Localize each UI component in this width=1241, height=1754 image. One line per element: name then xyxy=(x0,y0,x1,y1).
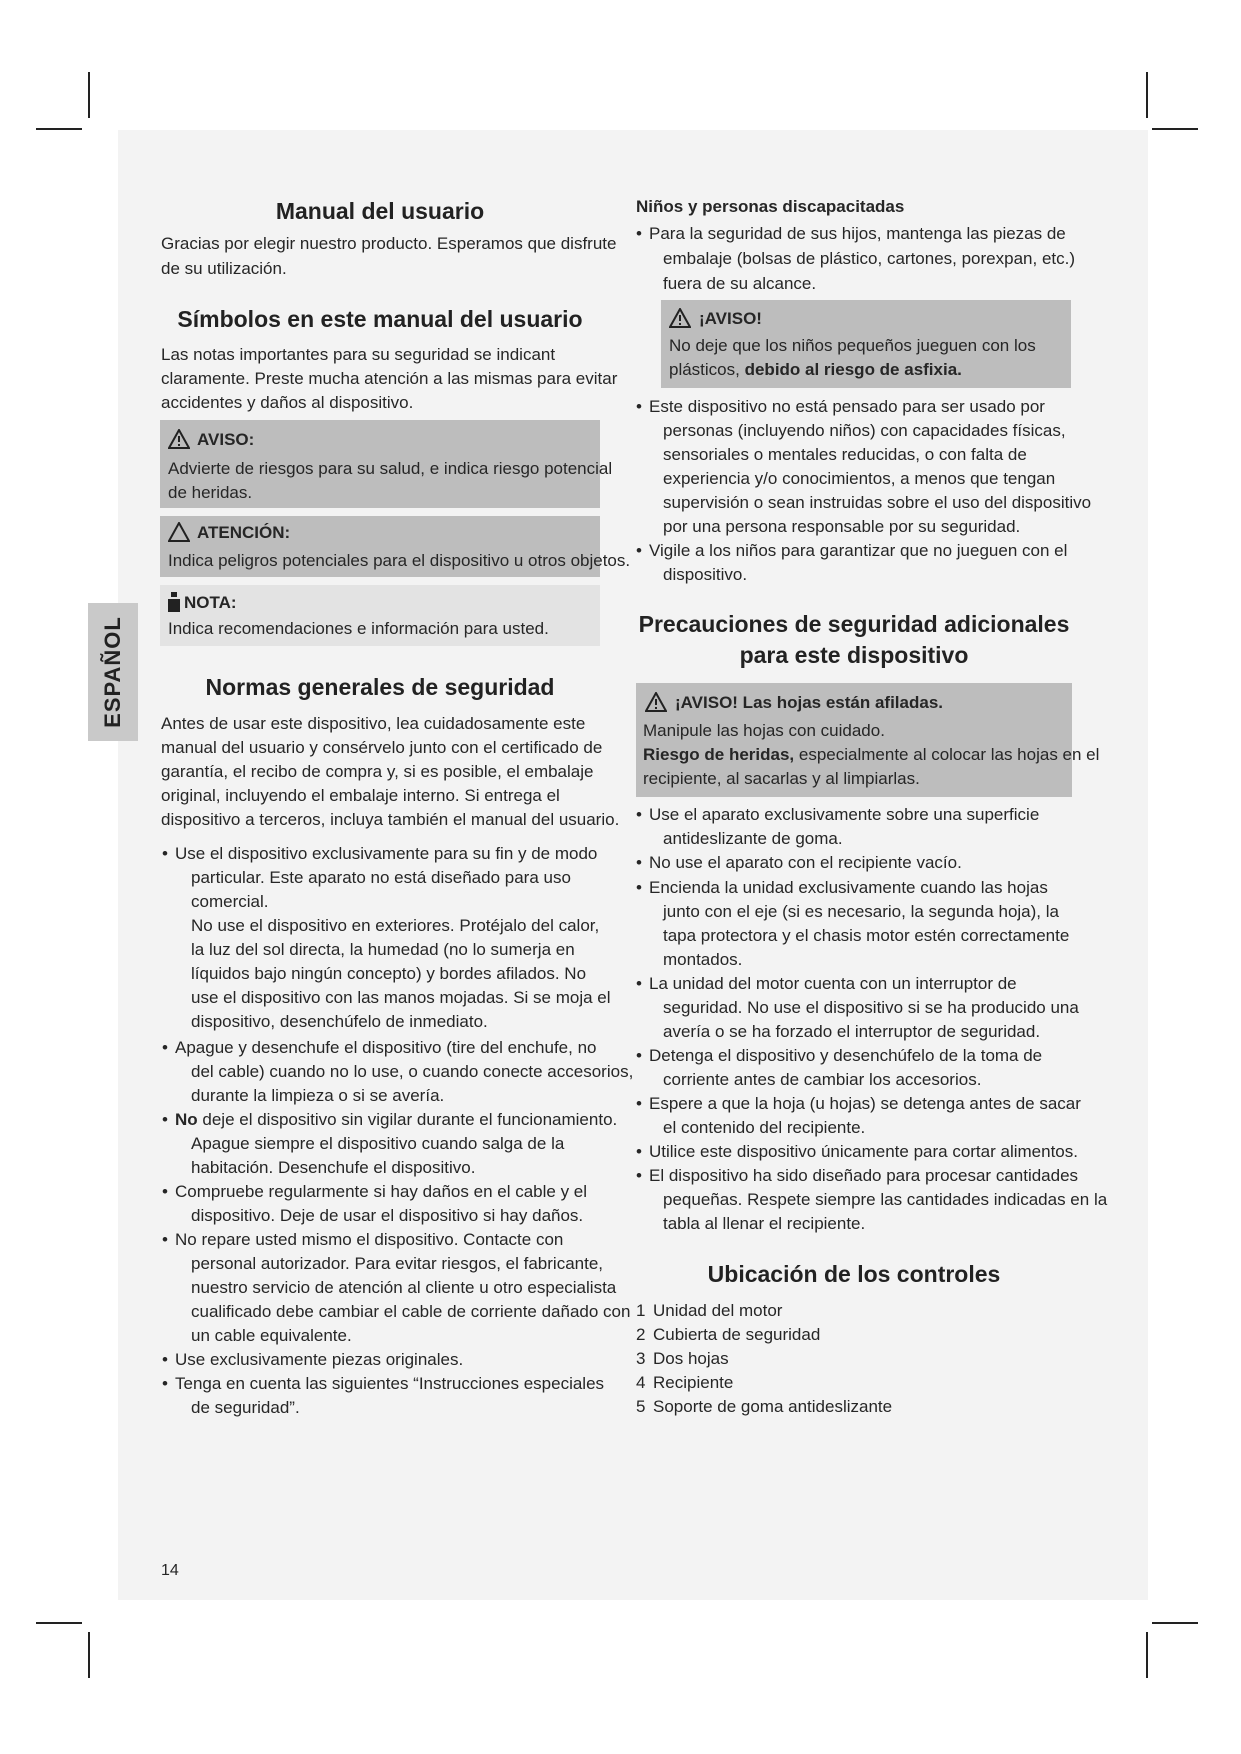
warning-icon xyxy=(669,308,691,328)
bullet-line: sensoriales o mentales reducidas, o con falta de xyxy=(663,445,1027,464)
bullet-line: un cable equivalente. xyxy=(191,1326,352,1345)
control-number: 5 xyxy=(636,1397,646,1416)
control-label: Unidad del motor xyxy=(653,1301,783,1320)
bullet-line: Use el aparato exclusivamente sobre una superficie xyxy=(649,805,1040,824)
hojas-line-bold: Riesgo de heridas, xyxy=(643,745,795,764)
normas-heading: Normas generales de seguridad xyxy=(205,674,555,700)
aviso-line: de heridas. xyxy=(168,483,253,502)
bullet-line: supervisión o sean instruidas sobre el uso del dispositivo xyxy=(663,493,1092,512)
bullet-line: fuera de su alcance. xyxy=(663,274,817,293)
bullet-line: el contenido del recipiente. xyxy=(663,1118,866,1137)
warning-icon xyxy=(168,429,190,449)
bullet-line: Espere a que la hoja (u hojas) se detenga antes de sacar xyxy=(649,1094,1081,1113)
bullet-dot: • xyxy=(636,1142,642,1161)
aviso-ninos-line: No deje que los niños pequeños jueguen con los xyxy=(669,336,1036,355)
control-number: 4 xyxy=(636,1373,646,1392)
aviso-ninos-line xyxy=(669,359,962,381)
bullet-dot: • xyxy=(162,1110,168,1129)
bullet-line: Encienda la unidad exclusivamente cuando las hojas xyxy=(649,878,1048,897)
ninos-heading: Niños y personas discapacitadas xyxy=(636,197,905,216)
nota-label: NOTA: xyxy=(184,593,237,612)
precauciones-heading: para este dispositivo xyxy=(739,642,969,668)
hojas-line xyxy=(643,744,1099,766)
bullet-line: Use el dispositivo exclusivamente para su fin y de modo xyxy=(175,844,598,863)
normas-line: Antes de usar este dispositivo, lea cuidadosamente este xyxy=(161,714,586,733)
bullet-dot: • xyxy=(636,878,642,897)
bullet-line: personal autorizador. Para evitar riesgos, el fabricante, xyxy=(191,1254,604,1273)
bold-no: No xyxy=(175,1110,198,1129)
bullet-line: dispositivo, desenchúfelo de inmediato. xyxy=(191,1012,488,1031)
warning-icon xyxy=(645,692,667,712)
bullet-line: Tenga en cuenta las siguientes “Instrucciones especiales xyxy=(175,1374,605,1393)
bullet-line: líquidos bajo ningún concepto) y bordes afilados. No xyxy=(191,964,587,983)
control-label: Recipiente xyxy=(653,1373,734,1392)
controles-heading: Ubicación de los controles xyxy=(707,1261,1001,1287)
bullet-line: Este dispositivo no está pensado para ser usado por xyxy=(649,397,1045,416)
control-number: 2 xyxy=(636,1325,646,1344)
bullet-line: Vigile a los niños para garantizar que no jueguen con el xyxy=(649,541,1068,560)
bullet-line: la luz del sol directa, la humedad (no lo sumerja en xyxy=(191,940,575,959)
aviso-line: Advierte de riesgos para su salud, e indica riesgo potencial xyxy=(168,459,613,478)
caution-icon xyxy=(168,522,190,542)
hojas-line: Manipule las hojas con cuidado. xyxy=(643,721,885,740)
control-label: Cubierta de seguridad xyxy=(653,1325,821,1344)
bullet-line: particular. Este aparato no está diseñado para uso xyxy=(191,868,571,887)
control-number: 3 xyxy=(636,1349,646,1368)
normas-line: original, incluyendo el embalaje interno. Si entrega el xyxy=(161,786,560,805)
bullet-line: Apague y desenchufe el dispositivo (tire del enchufe, no xyxy=(175,1038,597,1057)
bullet-dot: • xyxy=(636,541,642,560)
crop-mark-top-left xyxy=(88,72,90,118)
bullet-dot: • xyxy=(162,1182,168,1201)
bullet-dot: • xyxy=(162,844,168,863)
symbols-line: accidentes y daños al dispositivo. xyxy=(161,393,414,412)
bullet-line: del cable) cuando no lo use, o cuando conecte accesorios, xyxy=(191,1062,634,1081)
bullet-line: experiencia y/o conocimientos, a menos que tengan xyxy=(663,469,1056,488)
bullet-line: por una persona responsable por su seguridad. xyxy=(663,517,1021,536)
symbols-heading: Símbolos en este manual del usuario xyxy=(177,306,583,332)
atencion-label: ATENCIÓN: xyxy=(197,523,291,542)
bullet-line: Utilice este dispositivo únicamente para cortar alimentos. xyxy=(649,1142,1078,1161)
bullet-line: cualificado debe cambiar el cable de corriente dañado con xyxy=(191,1302,631,1321)
bullet-dot: • xyxy=(636,853,642,872)
bullet-line: Compruebe regularmente si hay daños en el cable y el xyxy=(175,1182,588,1201)
bullet-line: nuestro servicio de atención al cliente u otro especialista xyxy=(191,1278,617,1297)
crop-mark-bottom-right xyxy=(1146,1632,1148,1678)
aviso-ninos-line-bold: debido al riesgo de asfixia. xyxy=(744,360,962,379)
bullet-line: use el dispositivo con las manos mojadas. Si se moja el xyxy=(191,988,611,1007)
language-tab-label: ESPAÑOL xyxy=(100,616,125,728)
nota-line: Indica recomendaciones e información para usted. xyxy=(168,619,549,638)
bullet-line: personas (incluyendo niños) con capacidades físicas, xyxy=(663,421,1066,440)
bullet-line: montados. xyxy=(663,950,743,969)
hojas-line: recipiente, al sacarlas y al limpiarlas. xyxy=(643,769,920,788)
bullet-dot: • xyxy=(636,1094,642,1113)
bullet-line: Use exclusivamente piezas originales. xyxy=(175,1350,464,1369)
bullet-dot: • xyxy=(636,397,642,416)
crop-mark-top-right xyxy=(1146,72,1148,118)
crop-mark-bottom-left xyxy=(88,1632,90,1678)
bullet-line: Apague siempre el dispositivo cuando salga de la xyxy=(191,1134,565,1153)
bullet-line-rest: deje el dispositivo sin vigilar durante el funcionamiento. xyxy=(197,1110,618,1129)
normas-line: manual del usuario y consérvelo junto con el certificado de xyxy=(161,738,603,757)
bullet-line: seguridad. No use el dispositivo si se ha producido una xyxy=(663,998,1079,1017)
bullet-line: tapa protectora y el chasis motor estén correctamente xyxy=(663,926,1070,945)
symbols-line: Las notas importantes para su seguridad se indicant xyxy=(161,345,556,364)
bullet-dot: • xyxy=(162,1374,168,1393)
bullet-line: dispositivo. Deje de usar el dispositivo si hay daños. xyxy=(191,1206,584,1225)
bullet-dot: • xyxy=(162,1038,168,1057)
bullet-line: avería o se ha forzado el interruptor de seguridad. xyxy=(663,1022,1041,1041)
bullet-dot: • xyxy=(636,1166,642,1185)
crop-mark-top-right-h xyxy=(1152,128,1198,130)
hojas-label: ¡AVISO! Las hojas están afiladas. xyxy=(675,693,943,712)
page-number: 14 xyxy=(161,1562,179,1579)
bullet-dot: • xyxy=(636,805,642,824)
bullet-line: La unidad del motor cuenta con un interruptor de xyxy=(649,974,1017,993)
bullet-line: habitación. Desenchufe el dispositivo. xyxy=(191,1158,476,1177)
bullet-line: comercial. xyxy=(191,892,269,911)
bullet-dot: • xyxy=(636,1046,642,1065)
bullet-dot: • xyxy=(162,1230,168,1249)
bullet-line xyxy=(175,1109,617,1131)
aviso-ninos-label: ¡AVISO! xyxy=(699,309,762,328)
bullet-line: pequeñas. Respete siempre las cantidades indicadas en la xyxy=(663,1190,1108,1209)
bullet-dot: • xyxy=(636,974,642,993)
control-label: Soporte de goma antideslizante xyxy=(653,1397,893,1416)
page-title: Manual del usuario xyxy=(275,198,485,224)
normas-line: garantía, el recibo de compra y, si es posible, el embalaje xyxy=(161,762,594,781)
bullet-line: dispositivo. xyxy=(663,565,748,584)
bullet-line: No repare usted mismo el dispositivo. Contacte con xyxy=(175,1230,564,1249)
bullet-line: antideslizante de goma. xyxy=(663,829,843,848)
bullet-line: Para la seguridad de sus hijos, mantenga las piezas de xyxy=(649,224,1066,243)
crop-mark-bottom-left-h xyxy=(36,1622,82,1624)
bullet-dot: • xyxy=(636,224,642,243)
normas-line: dispositivo a terceros, incluya también el manual del usuario. xyxy=(161,810,620,829)
control-number: 1 xyxy=(636,1301,646,1320)
intro-line: de su utilización. xyxy=(161,259,287,278)
bullet-line: No use el dispositivo en exteriores. Protéjalo del calor, xyxy=(191,916,600,935)
bullet-line: No use el aparato con el recipiente vacío. xyxy=(649,853,962,872)
bullet-line: El dispositivo ha sido diseñado para procesar cantidades xyxy=(649,1166,1079,1185)
hojas-line-rest: especialmente al colocar las hojas en el xyxy=(794,745,1100,764)
precauciones-heading: Precauciones de seguridad adicionales xyxy=(638,611,1070,637)
info-icon xyxy=(168,592,180,612)
bullet-line: corriente antes de cambiar los accesorios. xyxy=(663,1070,982,1089)
aviso-label: AVISO: xyxy=(197,430,255,449)
bullet-line: durante la limpieza o si se avería. xyxy=(191,1086,445,1105)
intro-line: Gracias por elegir nuestro producto. Esperamos que disfrute xyxy=(161,234,617,253)
bullet-line: tabla al llenar el recipiente. xyxy=(663,1214,866,1233)
control-label: Dos hojas xyxy=(653,1349,729,1368)
crop-mark-top-left-h xyxy=(36,128,82,130)
bullet-line: Detenga el dispositivo y desenchúfelo de la toma de xyxy=(649,1046,1043,1065)
bullet-dot: • xyxy=(162,1350,168,1369)
bullet-line: junto con el eje (si es necesario, la segunda hoja), la xyxy=(663,902,1059,921)
bullet-line: embalaje (bolsas de plástico, cartones, porexpan, etc.) xyxy=(663,249,1076,268)
bullet-line: de seguridad”. xyxy=(191,1398,300,1417)
symbols-line: claramente. Preste mucha atención a las mismas para evitar xyxy=(161,369,618,388)
crop-mark-bottom-right-h xyxy=(1152,1622,1198,1624)
aviso-ninos-line-start: plásticos, xyxy=(669,360,745,379)
atencion-line: Indica peligros potenciales para el dispositivo u otros objetos. xyxy=(168,551,631,570)
